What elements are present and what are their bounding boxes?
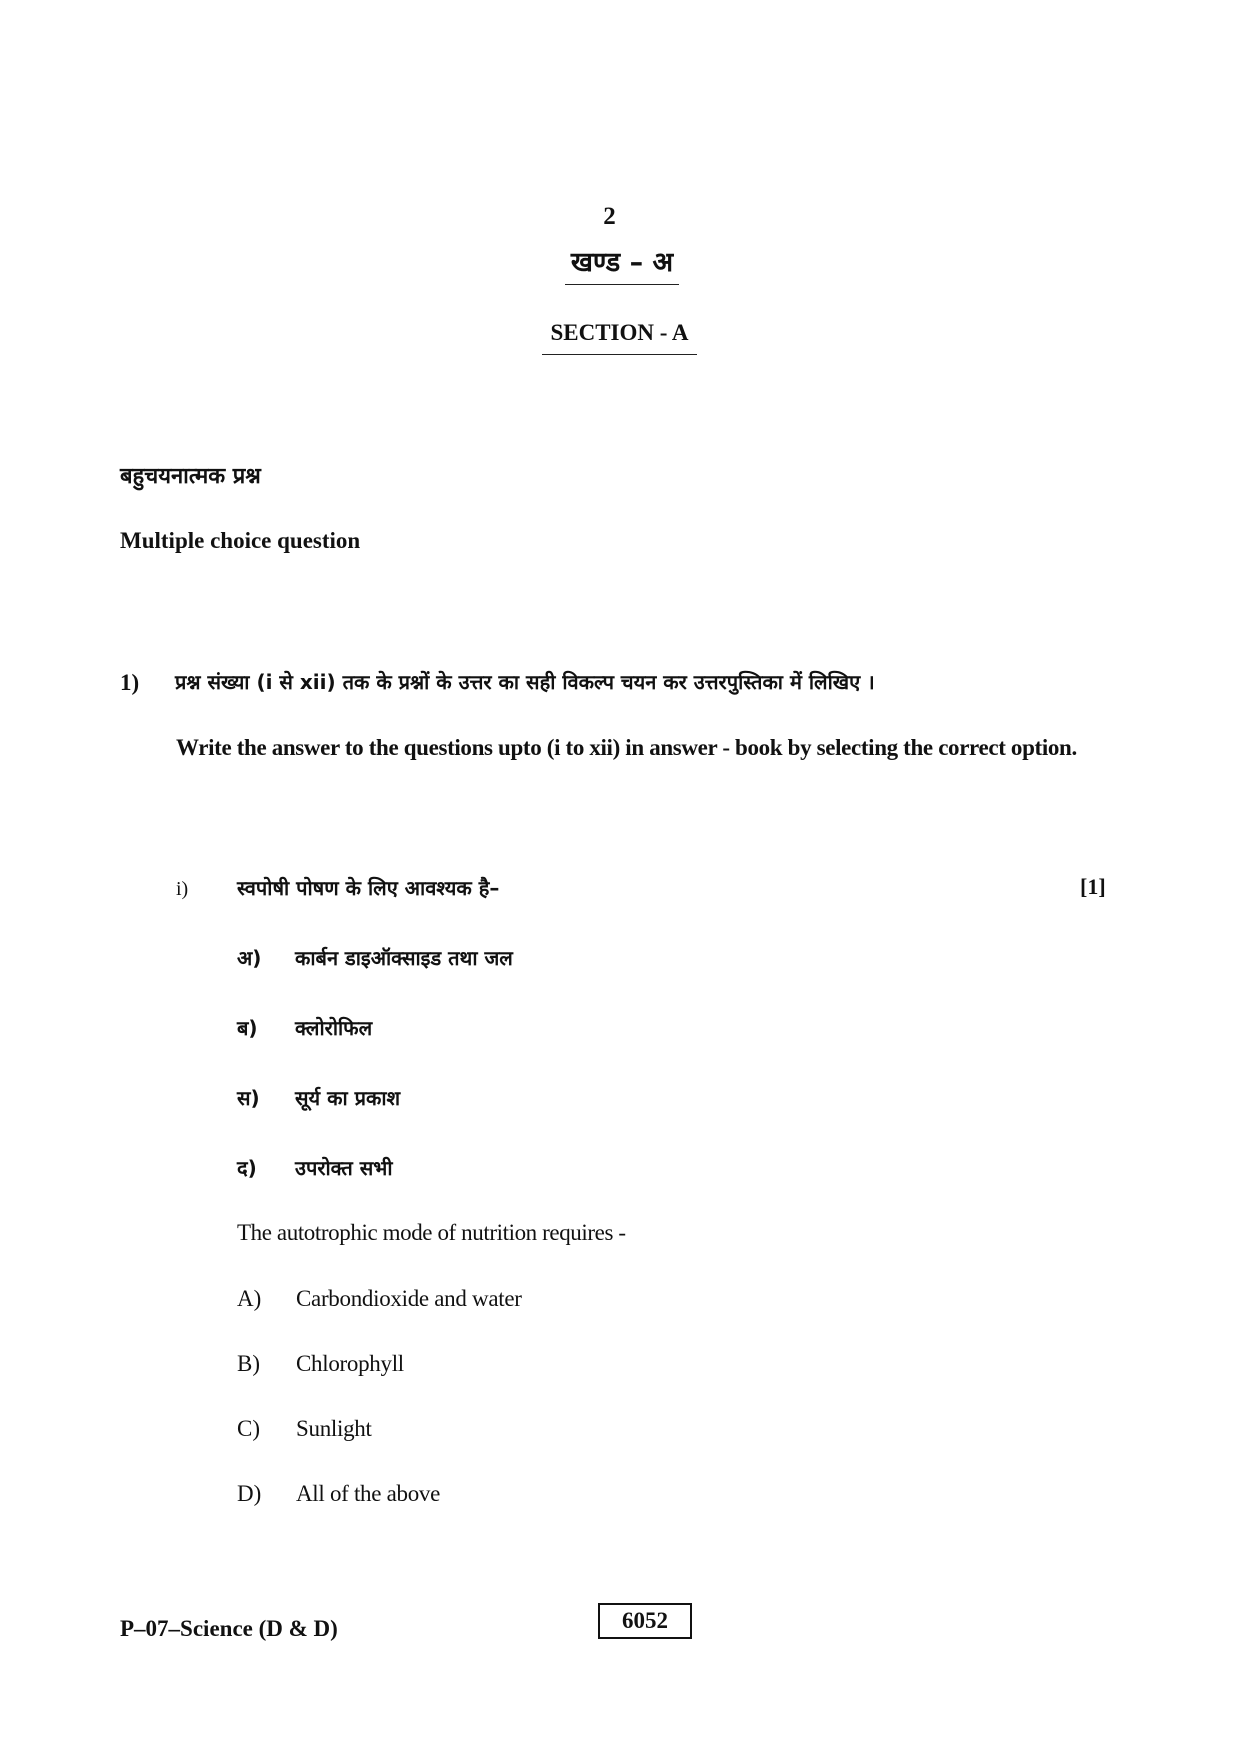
option-text-hindi: क्लोरोफिल: [295, 1016, 373, 1040]
option-label-hindi: अ): [237, 946, 262, 970]
question-number: 1): [120, 670, 140, 695]
option-text-hindi: सूर्य का प्रकाश: [295, 1086, 401, 1110]
question-instruction-hindi: प्रश्न संख्या (i से xii) तक के प्रश्नों के उत्तर का सही विकल्प चयन कर उत्तरपुस्तिका में लिखिए ।: [175, 670, 875, 694]
option-label-english: A): [237, 1286, 262, 1311]
page-number-text: 2: [603, 203, 616, 230]
paper-code: P–07–Science (D & D): [120, 1616, 338, 1641]
sub-question-text-english: The autotrophic mode of nutrition requires -: [237, 1220, 626, 1245]
paper-number-box: 6052: [598, 1603, 692, 1639]
option-label-english: C): [237, 1416, 260, 1441]
option-text-english: Sunlight: [296, 1416, 372, 1441]
option-text-english: All of the above: [296, 1481, 441, 1506]
sub-question-number: i): [176, 878, 189, 900]
option-text-english: Carbondioxide and water: [296, 1286, 522, 1311]
sub-question-text-hindi: स्वपोषी पोषण के लिए आवश्यक है–: [237, 876, 500, 900]
option-label-hindi: ब): [237, 1016, 258, 1040]
option-text-hindi: कार्बन डाइऑक्साइड तथा जल: [295, 946, 513, 970]
option-label-english: B): [237, 1351, 260, 1376]
option-text-english: Chlorophyll: [296, 1351, 404, 1376]
page-number: [0, 203, 1241, 231]
question-type-hindi: बहुचयनात्मक प्रश्न: [120, 464, 261, 489]
section-title-hindi: खण्ड – अ: [565, 246, 679, 285]
section-title-english: SECTION - A: [542, 318, 697, 355]
question-type-english: Multiple choice question: [120, 528, 361, 553]
option-text-hindi: उपरोक्त सभी: [295, 1156, 393, 1180]
option-label-hindi: स): [237, 1086, 260, 1110]
marks-label: [1]: [1080, 874, 1106, 899]
option-label-hindi: द): [237, 1156, 257, 1180]
question-instruction-english: Write the answer to the questions upto (i to xii) in answer - book by selecting the correct option.: [176, 735, 1077, 760]
option-label-english: D): [237, 1481, 262, 1506]
